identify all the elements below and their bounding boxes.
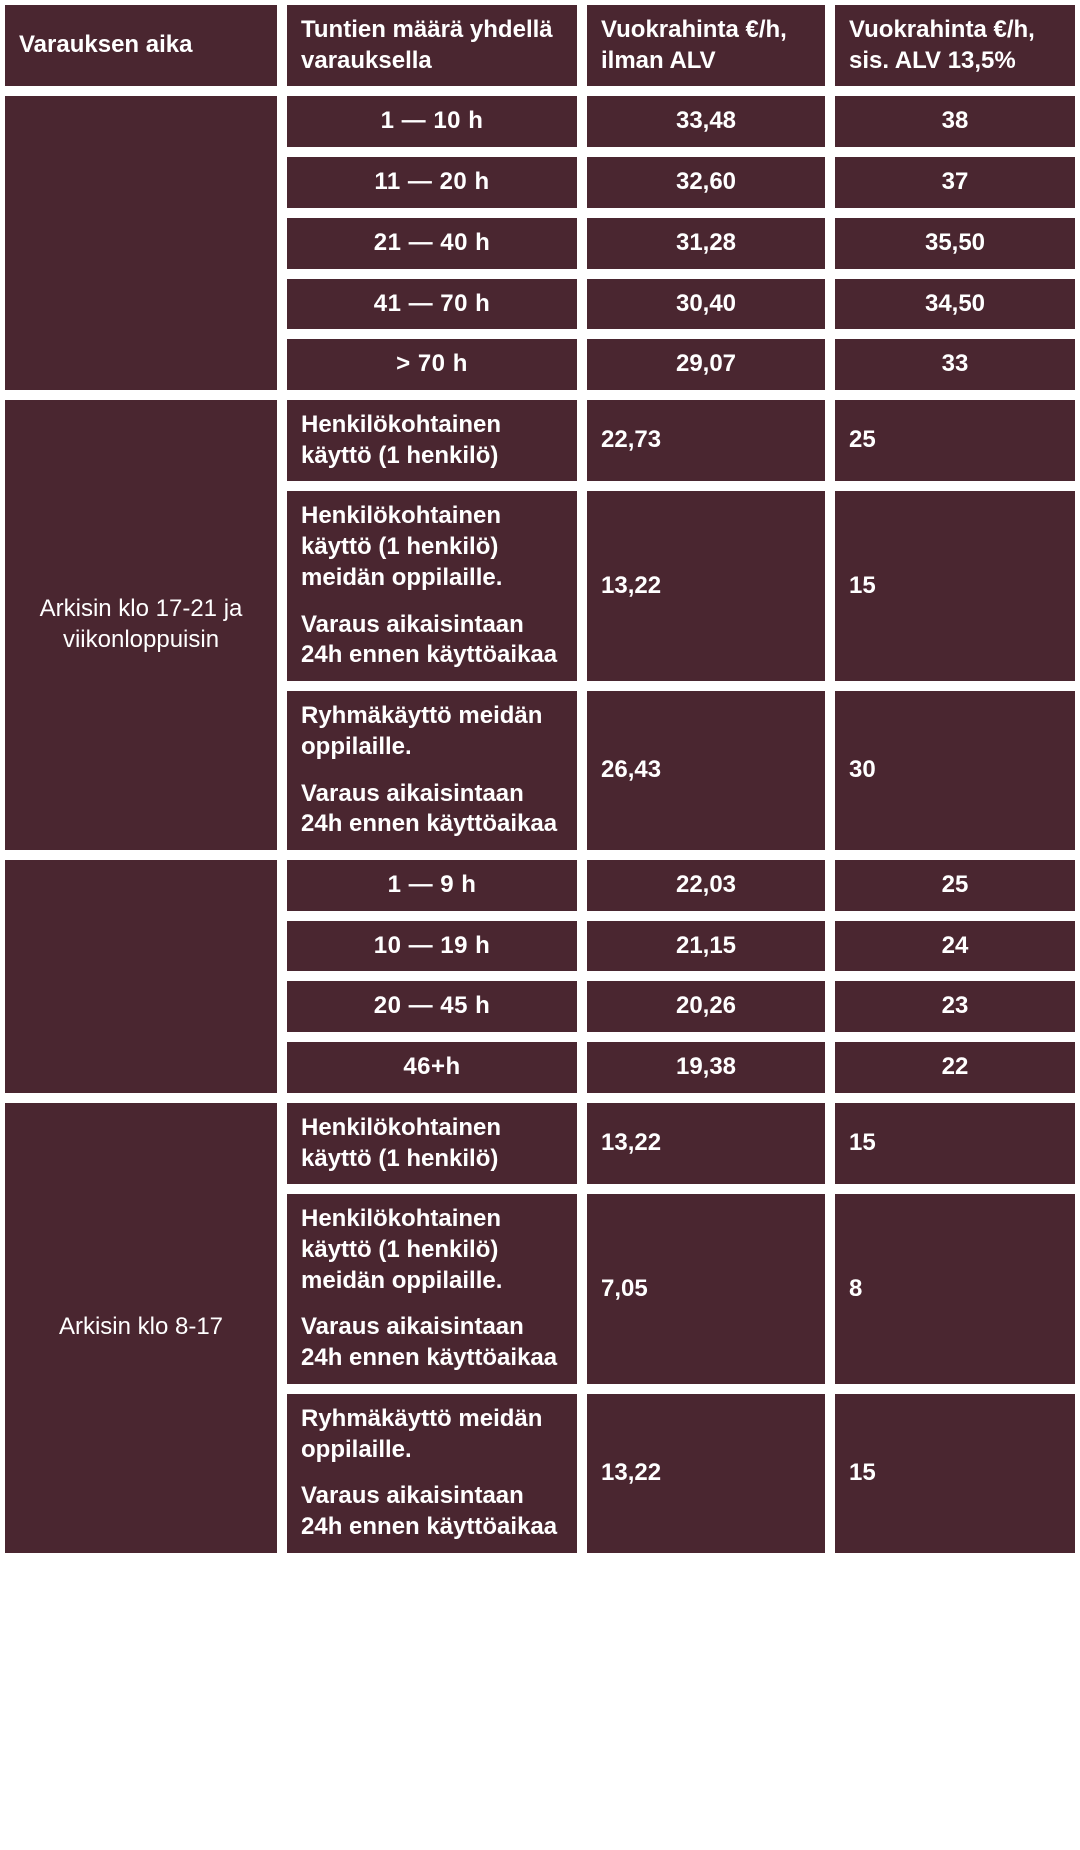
- time-label-empty-1: [0, 91, 282, 395]
- price-vat-cell: 25: [830, 855, 1080, 916]
- time-label-weekdays-daytime: Arkisin klo 8-17: [0, 1098, 282, 1558]
- price-no-vat-cell: 33,48: [582, 91, 830, 152]
- price-no-vat-cell: 21,15: [582, 916, 830, 977]
- hours-cell: > 70 h: [282, 334, 582, 395]
- usage-description-cell: [282, 686, 582, 855]
- desc-line: Varaus aikaisintaan 24h ennen käyttöaikaa: [301, 1313, 558, 1372]
- header-row: [0, 0, 1080, 91]
- header-booking-time: Varauksen aika: [0, 0, 282, 91]
- table-row: [0, 395, 1080, 486]
- desc-line: Ryhmäkäyttö meidän oppilaille.: [301, 1404, 543, 1463]
- price-vat-cell: 15: [830, 486, 1080, 686]
- desc-line: Henkilökohtainen käyttö (1 henkilö) meidän oppilaille.: [301, 502, 503, 591]
- time-label-empty-2: [0, 855, 282, 1098]
- hours-cell: 21 — 40 h: [282, 213, 582, 274]
- price-no-vat-cell: 13,22: [582, 1098, 830, 1189]
- usage-description-cell: [282, 486, 582, 686]
- header-hours-amount: Tuntien määrä yhdellä varauksella: [282, 0, 582, 91]
- price-vat-cell: 37: [830, 152, 1080, 213]
- price-no-vat-cell: 29,07: [582, 334, 830, 395]
- price-vat-cell: 8: [830, 1189, 1080, 1389]
- price-vat-cell: 23: [830, 976, 1080, 1037]
- price-vat-cell: 38: [830, 91, 1080, 152]
- desc-spacer: [301, 763, 563, 779]
- price-no-vat-cell: 32,60: [582, 152, 830, 213]
- table-row: [0, 1098, 1080, 1189]
- price-vat-cell: 24: [830, 916, 1080, 977]
- desc-spacer: [301, 1465, 563, 1481]
- price-no-vat-cell: 13,22: [582, 486, 830, 686]
- table-row: [0, 855, 1080, 916]
- price-no-vat-cell: 20,26: [582, 976, 830, 1037]
- desc-line: Henkilökohtainen käyttö (1 henkilö) meidän oppilaille.: [301, 1205, 503, 1294]
- price-no-vat-cell: 22,73: [582, 395, 830, 486]
- table-row: [0, 91, 1080, 152]
- hours-cell: 20 — 45 h: [282, 976, 582, 1037]
- price-no-vat-cell: 19,38: [582, 1037, 830, 1098]
- price-vat-cell: 35,50: [830, 213, 1080, 274]
- header-price-no-vat: Vuokrahinta €/h, ilman ALV: [582, 0, 830, 91]
- desc-line: Varaus aikaisintaan 24h ennen käyttöaikaa: [301, 1482, 558, 1540]
- usage-description-cell: [282, 1098, 582, 1189]
- desc-spacer: [301, 1296, 563, 1312]
- desc-line: Varaus aikaisintaan 24h ennen käyttöaikaa: [301, 610, 558, 669]
- header-price-with-vat: Vuokrahinta €/h, sis. ALV 13,5%: [830, 0, 1080, 91]
- price-no-vat-cell: 26,43: [582, 686, 830, 855]
- usage-description-cell: [282, 395, 582, 486]
- desc-line: Varaus aikaisintaan 24h ennen käyttöaikaa: [301, 779, 558, 838]
- price-vat-cell: 15: [830, 1389, 1080, 1558]
- usage-description-cell: [282, 1189, 582, 1389]
- hours-cell: 11 — 20 h: [282, 152, 582, 213]
- time-label-evenings-weekends: Arkisin klo 17-21 ja viikonloppuisin: [0, 395, 282, 855]
- desc-line: Henkilökohtainen käyttö (1 henkilö): [301, 411, 502, 469]
- price-no-vat-cell: 13,22: [582, 1389, 830, 1558]
- price-vat-cell: 34,50: [830, 274, 1080, 335]
- desc-line: Henkilökohtainen käyttö (1 henkilö): [301, 1113, 502, 1172]
- price-vat-cell: 33: [830, 334, 1080, 395]
- price-no-vat-cell: 22,03: [582, 855, 830, 916]
- hours-cell: 46+h: [282, 1037, 582, 1098]
- price-no-vat-cell: 30,40: [582, 274, 830, 335]
- hours-cell: 10 — 19 h: [282, 916, 582, 977]
- price-no-vat-cell: 31,28: [582, 213, 830, 274]
- hours-cell: 1 — 10 h: [282, 91, 582, 152]
- hours-cell: 41 — 70 h: [282, 274, 582, 335]
- price-no-vat-cell: 7,05: [582, 1189, 830, 1389]
- hours-cell: 1 — 9 h: [282, 855, 582, 916]
- price-vat-cell: 22: [830, 1037, 1080, 1098]
- desc-line: Ryhmäkäyttö meidän oppilaille.: [301, 702, 543, 760]
- price-vat-cell: 30: [830, 686, 1080, 855]
- desc-spacer: [301, 594, 563, 610]
- table-body: [0, 91, 1080, 1557]
- usage-description-cell: [282, 1389, 582, 1558]
- price-vat-cell: 25: [830, 395, 1080, 486]
- price-vat-cell: 15: [830, 1098, 1080, 1189]
- table-header: [0, 0, 1080, 91]
